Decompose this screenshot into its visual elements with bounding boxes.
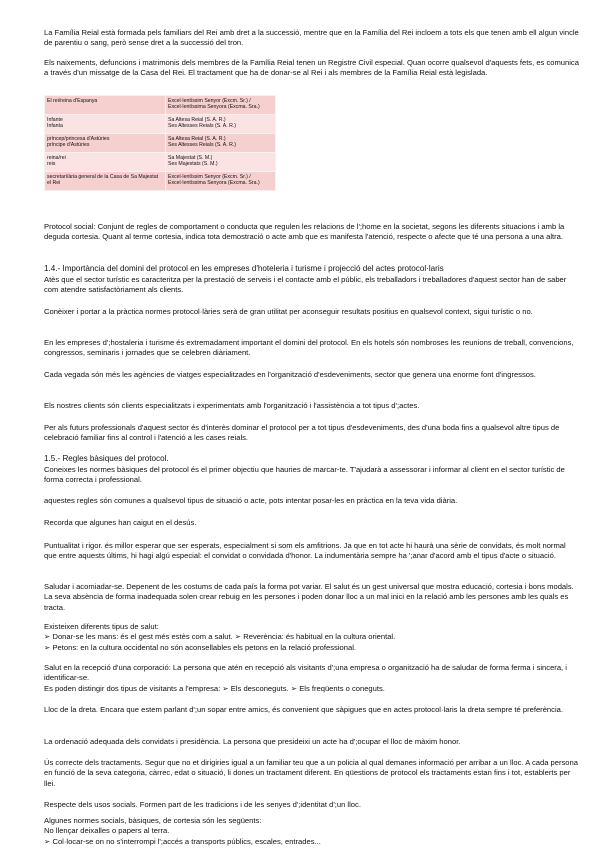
paragraph-futurs-professionals: Per als futurs professionals d'aquest sector és d'interès dominar el protocol per a tot tipus d'esdeveniments, des d'una boda fins a qualsevol altre tipus de celebració familiar fins al control i l'atenció a les cases reials.	[44, 423, 560, 443]
paragraph-agencies-viatges: Cada vegada són més les agències de viatges especialitzades en l'organització d'esdeveniments, sector que genera una enorme font d'ingressos.	[44, 370, 536, 379]
paragraph-registre-civil: Els naixements, defuncions i matrimonis dels membres de la Família Reial tenen un Registre Civil especial. Quan ocorre qualsevol d'aquests fets, es comunica a través d'un missatge de la Casa del Rei. El tractament que ha de donar-se al Rei i als membres de la Família Reial està legislada.	[44, 58, 579, 78]
paragraph-normes-basiques: Coneixes les normes bàsiques del protocol és el primer objectiu que hauries de marcar-te. T'ajudarà a assessorar i informar al client en el sector turístic de forma correcta i professional.	[44, 465, 565, 485]
paragraph-sector-turistic: Atès que el sector turístic es caracteritza per la prestació de serveis i el contacte amb el públic, els treballadors i treballadores d'aquest sector han de saber com atendre satisfactòriament als clients.	[44, 275, 567, 295]
paragraph-puntualitat: Puntualitat i rigor. és millor esperar que ser esperats, especialment si som els amfitrions. Ja que en tot acte hi haurà una sèrie de convidats, és molt normal que entre aquests últims, hi hagi algú especial: el convidat o convidada d'honor. La indumentària sempre ha ';anar d'acord amb el tipus d'acte o situació.	[44, 541, 566, 561]
paragraph-tractaments: Ús correcte dels tractaments. Segur que no et dirigiries igual a un familiar teu que a un policia al qual demanes informació per arribar a un lloc. A cada persona en funció de la seva categoria, càrrec, edat o situació, li dones un tractament diferent. En qüestions de protocol els tractaments estan fins i tot, establerts per llei.	[44, 758, 578, 788]
text-line: Salut en la recepció d'una corporació: La persona que atén en recepció als visitants d';una empresa o organització ha de saludar de forma ferma i sincera, i identificar-se.	[44, 663, 567, 683]
section-heading-1-5: 1.5.- Regles bàsiques del protocol.	[44, 454, 169, 463]
table-cell-treatment: Excel·lentíssim Senyor (Excm. Sr.) / Excel·lentíssima Senyora (Excma. Sra.)	[166, 172, 276, 191]
table-row	[45, 96, 276, 115]
table-cell-treatment: Sa Altesa Reial (S. A. R.) Ses Altesses Reials (S. A. R.)	[166, 115, 276, 134]
paragraph-recepcio	[44, 663, 580, 694]
table-row	[45, 172, 276, 191]
paragraph-ordenacio: La ordenació adequada dels convidats i presidència. La persona que presideixi un acte ha d';ocupar el lloc de màxim honor.	[44, 737, 461, 746]
list-item: ➢ Donar-se les mans: és el gest més estès com a salut. ➢ Reverència: és habitual en la cultura oriental.	[44, 632, 396, 642]
list-item: ➢ Col·locar-se on no s'interrompi l';accés a transports públics, escales, entrades...	[44, 836, 321, 846]
table-row	[45, 115, 276, 134]
table-cell-title: reina/rei reis	[45, 153, 166, 172]
paragraph-protocol-social: Protocol social: Conjunt de regles de comportament o conducta que regulen les relacions de l';home en la societat, segons les diferents situacions i amb la deguda cortesia. Quant al terme cortesia, indica tota demostració o acte amb que es manifesta l'atenció, respecte o afecte que té una persona a una altra.	[44, 222, 565, 242]
table-cell-treatment: Excel·lentíssim Senyor (Excm. Sr.) / Excel·lentíssima Senyora (Excma. Sra.)	[166, 96, 276, 115]
list-item: ➢ Petons: en la cultura occidental no són aconsellables els petons en la relació professional.	[44, 642, 356, 652]
table-row	[45, 153, 276, 172]
table-cell-treatment: Sa Majestat (S. M.) Ses Majestats (S. M.)	[166, 153, 276, 172]
paragraph-saludar: Saludar i acomiadar-se. Depenent de les costums de cada país la forma pot variar. El salut és un gest universal que mostra educació, cortesia i bons modals. La seva absència de forma inadequada solen crear rebuig en les persones i poden donar lloc a un mal inici en la relació amb les persones amb les quals es tracta.	[44, 582, 574, 612]
paragraph-desus: Recorda que algunes han caigut en el desús.	[44, 518, 197, 527]
table-row	[45, 134, 276, 153]
section-heading-1-4: 1.4.- Importància del domini del protocol en les empreses d'hoteleria i turisme i projecció del actes protocol·laris	[44, 264, 444, 273]
list-intro: Algunes normes socials, bàsiques, de cortesia són les següents:	[44, 816, 262, 825]
table-cell-title: El rei/reina d'Espanya	[45, 96, 166, 115]
paragraph-regles-comunes: aquestes regles són comunes a qualsevol tipus de situació o acte, pots intentar posar-les en pràctica en la teva vida diària.	[44, 496, 458, 505]
table-cell-title: Infante Infanta	[45, 115, 166, 134]
paragraph-empreses-hostaleria: En les empreses d';hostaleria i turisme és extremadament important el domini del protocol. En els hotels són nombroses les reunions de treball, convencions, congressos, seminaris i jornades que se celebren diàriament.	[44, 338, 574, 358]
list-item: No llençar deixalles o papers al terra.	[44, 826, 170, 836]
table-cell-title: secretari/ària general de la Casa de Sa Majestat el Rei	[45, 172, 166, 191]
table-cell-title: príncep/princesa d'Astúries príncipe d'Astúries	[45, 134, 166, 153]
paragraph-usos-socials: Respecte dels usos socials. Formen part de les tradicions i de les senyes d';identitat d';un lloc.	[44, 800, 361, 809]
paragraph-familia-reial: La Família Reial està formada pels familiars del Rei amb dret a la successió, mentre que en la Família del Rei incloem a tots els que tenen amb ell algun vincle de parentiu o sang, però sense dret a la successió del tron.	[44, 28, 579, 48]
treatment-table	[44, 95, 276, 191]
paragraph-normes-socials	[44, 816, 580, 847]
list-intro: Existeixen diferents tipus de salut:	[44, 622, 159, 631]
table-cell-treatment: Sa Altesa Reial (S. A. R.) Ses Altesses Reials (S. A. R.)	[166, 134, 276, 153]
text-line: Es poden distingir dos tipus de visitants a l'empresa: ➢ Els desconeguts. ➢ Els freqüents o coneguts.	[44, 683, 385, 693]
paragraph-lloc-dreta: Lloc de la dreta. Encara que estem parlant d';un sopar entre amics, és convenient que sàpigues que en actes protocol·laris la dreta sempre té preferència.	[44, 705, 563, 714]
paragraph-tipus-salut	[44, 622, 580, 653]
paragraph-clients: Els nostres clients són clients especialitzats i experimentats amb l'organització i l'assistència a tot tipus d';actes.	[44, 401, 420, 410]
paragraph-coneixer: Conèixer i portar a la pràctica normes protocol·làries serà de gran utilitat per aconseguir resultats positius en qualsevol context, sigui turístic o no.	[44, 307, 533, 316]
